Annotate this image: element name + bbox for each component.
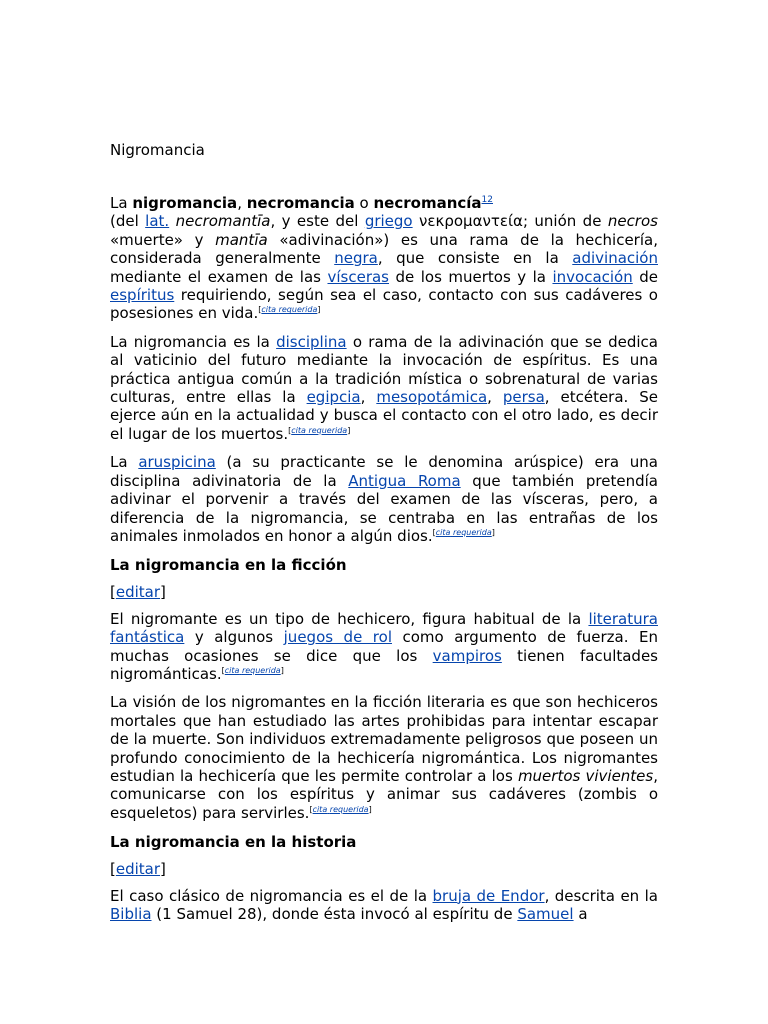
- link-literatura-fantastica[interactable]: literatura fantástica: [110, 609, 658, 647]
- link-biblia[interactable]: Biblia: [110, 905, 152, 923]
- citation-needed: [cita requerida]: [221, 665, 284, 675]
- footnote-link[interactable]: 12: [481, 195, 493, 205]
- link-adivinacion[interactable]: adivinación: [572, 249, 658, 268]
- citation-needed: [cita requerida]: [258, 305, 321, 315]
- text: o: [354, 194, 374, 212]
- edit-section-ficcion: [editar]: [110, 583, 166, 602]
- lead-paragraph: [110, 212, 658, 322]
- text: , que consiste en la: [377, 249, 573, 268]
- citation-needed-link-3[interactable]: cita requerida: [435, 527, 492, 537]
- text: La nigromancia es la: [110, 332, 277, 351]
- footnote-ref: [482, 195, 493, 205]
- text: «adivinación») es una rama de la hechicería, considerada generalmente: [110, 230, 658, 268]
- text: , etcétera. Se ejerce aún en la actualidad y busca el contacto con el otro lado, es decir el lugar de los muertos.: [110, 388, 658, 443]
- text: La visión de los nigromantes en la ficción literaria es que son hechiceros mortales que han estudiado las artes prohibidas para intentar escapar de la muerte. Son individuos extremadamente peligrosos que poseen un profundo conocimiento de la hechicería nigromántica. Los nigromantes estudian la hechicería que les permite controlar a los: [110, 693, 658, 785]
- section-heading-historia: La nigromancia en la historia: [110, 833, 357, 852]
- paragraph-vision: [110, 693, 658, 822]
- text: La: [110, 194, 133, 212]
- link-espiritus[interactable]: espíritus: [110, 286, 175, 305]
- text: El caso clásico de nigromancia es el de la: [110, 886, 433, 905]
- paragraph-endor: [110, 887, 658, 924]
- link-aruspicina[interactable]: aruspicina: [138, 453, 216, 472]
- link-negra[interactable]: negra: [334, 249, 378, 268]
- italic-text: necromantīa: [175, 212, 271, 231]
- paragraph-aruspicina: [110, 453, 658, 545]
- citation-needed-link-2[interactable]: cita requerida: [291, 425, 348, 435]
- text: requiriendo, según sea el caso, contacto con sus cadáveres o posesiones en vida.: [110, 286, 658, 323]
- text: (del: [110, 212, 146, 231]
- text: νεκρομαντεία; unión de: [412, 212, 608, 231]
- text: , y este del: [270, 212, 365, 231]
- citation-needed: [cita requerida]: [432, 527, 495, 537]
- text: (a su practicante se le denomina arúspice) era una disciplina adivinatoria de la: [110, 453, 658, 490]
- link-bruja-de-endor[interactable]: bruja de Endor: [432, 886, 545, 905]
- text: La: [110, 453, 139, 472]
- text: (1 Samuel 28), donde ésta invocó al espíritu de: [151, 905, 518, 923]
- link-visceras[interactable]: vísceras: [327, 267, 389, 286]
- text: El nigromante es un tipo de hechicero, figura habitual de la: [110, 609, 589, 628]
- text: como argumento de fuerza. En muchas ocasiones se dice que los: [110, 628, 658, 665]
- text: o rama de la adivinación que se dedica al vaticinio del futuro mediante la invocación de espíritus. Es una práctica antigua común a la tradición mística o sobrenatural de varias culturas, entre ellas la: [110, 332, 658, 407]
- link-vampiros[interactable]: vampiros: [432, 646, 502, 665]
- edit-section-historia: [editar]: [110, 860, 166, 879]
- text: , comunicarse con los espíritus y animar sus cadáveres (zombis o esqueletos) para servirles.: [110, 766, 659, 822]
- bold-term-necromancia-accent: necromancía: [373, 194, 482, 212]
- edit-link-historia[interactable]: editar: [115, 860, 161, 879]
- link-griego[interactable]: griego: [364, 212, 413, 231]
- text: ,: [360, 388, 377, 407]
- page-title: Nigromancia: [110, 141, 205, 159]
- lead-first-line: [110, 194, 658, 212]
- text: que también pretendía adivinar el porvenir a través del examen de las vísceras, pero, a diferencia de la nigromancia, se centraba en las entrañas de los animales inmolados en honor a algún dios.: [110, 471, 658, 545]
- text: tienen facultades nigrománticas.: [110, 646, 658, 683]
- text: de: [632, 267, 658, 286]
- link-invocacion[interactable]: invocación: [552, 267, 633, 286]
- text: ,: [487, 388, 503, 407]
- section-heading-ficcion: La nigromancia en la ficción: [110, 556, 347, 575]
- link-lat[interactable]: lat.: [145, 212, 170, 231]
- citation-needed-link-1[interactable]: cita requerida: [261, 305, 318, 315]
- link-persa[interactable]: persa: [502, 388, 545, 407]
- text: y algunos: [184, 628, 284, 647]
- text: mediante el examen de las: [110, 267, 328, 286]
- citation-needed-link-4[interactable]: cita requerida: [224, 665, 281, 675]
- text: «muerte» y: [110, 230, 216, 249]
- italic-text: muertos vivientes: [517, 766, 654, 785]
- link-mesopotamica[interactable]: mesopotámica: [376, 388, 488, 407]
- paragraph-nigromante: [110, 610, 658, 684]
- article: [110, 140, 658, 933]
- italic-text: mantīa: [215, 230, 268, 249]
- link-egipcia[interactable]: egipcia: [306, 388, 361, 407]
- text: de los muertos y la: [389, 267, 553, 286]
- edit-link-ficcion[interactable]: editar: [115, 583, 161, 602]
- citation-needed: [cita requerida]: [288, 425, 351, 435]
- text: , descrita en la: [544, 886, 658, 905]
- bold-term-nigromancia: nigromancia: [132, 194, 238, 212]
- link-juegos-de-rol[interactable]: juegos de rol: [283, 628, 392, 647]
- link-disciplina[interactable]: disciplina: [276, 332, 347, 351]
- text: ,: [237, 194, 247, 212]
- text: a: [573, 905, 588, 923]
- paragraph-disciplina: [110, 333, 658, 443]
- link-antigua-roma[interactable]: Antigua Roma: [348, 471, 461, 490]
- citation-needed-link-5[interactable]: cita requerida: [312, 804, 369, 814]
- italic-text: necros: [607, 212, 658, 231]
- bold-term-necromancia: necromancia: [246, 194, 355, 212]
- link-samuel[interactable]: Samuel: [517, 905, 574, 923]
- citation-needed: [cita requerida]: [309, 804, 372, 814]
